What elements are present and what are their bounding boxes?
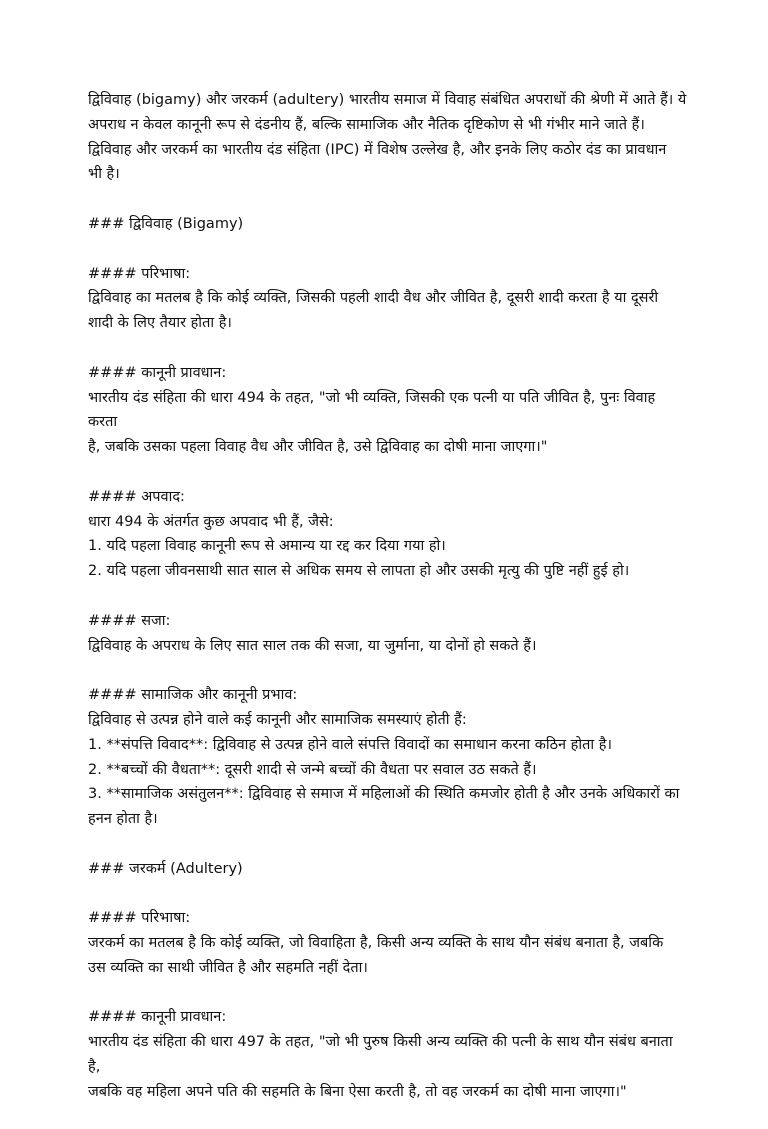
text-line: उस व्यक्ति का साथी जीवित है और सहमति नहीं देता।: [88, 959, 368, 976]
subheading-text: #### परिभाषा:: [88, 265, 191, 282]
bigamy-punishment: [88, 609, 688, 659]
text-line: हनन होता है।: [88, 811, 158, 828]
text-line: अपराध न केवल कानूनी रूप से दंडनीय हैं, बल्कि सामाजिक और नैतिक दृष्टिकोण से भी गंभीर माने जाते हैं।: [88, 116, 645, 133]
text-line: भारतीय दंड संहिता की धारा 494 के तहत, "जो भी व्यक्ति, जिसकी एक पत्नी या पति जीवित है, पुनः विवाह करता: [88, 389, 660, 431]
text-line: जबकि वह महिला अपने पति की सहमति के बिना ऐसा करती है, तो वह जरकर्म का दोषी माना जाएगा।": [88, 1083, 627, 1100]
text-line: द्विविवाह से उत्पन्न होने वाले कई कानूनी और सामाजिक समस्याएं होती हैं:: [88, 711, 467, 728]
subheading-text: #### सजा:: [88, 612, 171, 629]
list-item: 2. यदि पहला जीवनसाथी सात साल से अधिक समय से लापता हो और उसकी मृत्यु की पुष्टि नहीं हुई हो।: [88, 563, 630, 580]
bigamy-impact: [88, 683, 688, 832]
list-item: 2. **बच्चों की वैधता**: दूसरी शादी से जन्मे बच्चों की वैधता पर सवाल उठ सकते हैं।: [88, 761, 537, 778]
subheading-text: #### कानूनी प्रावधान:: [88, 364, 227, 381]
heading-text: ### द्विविवाह (Bigamy): [88, 215, 244, 232]
list-item: 1. यदि पहला विवाह कानूनी रूप से अमान्य या रद्द कर दिया गया हो।: [88, 538, 446, 555]
text-line: भी है।: [88, 166, 120, 183]
text-line: द्विविवाह और जरकर्म का भारतीय दंड संहिता (IPC) में विशेष उल्लेख है, और इनके लिए कठोर दंड का प्रावधान: [88, 141, 667, 158]
section-heading-adultery: [88, 857, 688, 882]
text-line: द्विविवाह (bigamy) और जरकर्म (adultery) भारतीय समाज में विवाह संबंधित अपराधों की श्रेणी में आते हैं। ये: [88, 92, 687, 108]
text-line: जरकर्म का मतलब है कि कोई व्यक्ति, जो विवाहिता है, किसी अन्य व्यक्ति के साथ यौन संबंध बनाता है, जबकि: [88, 935, 664, 952]
subheading-text: #### कानूनी प्रावधान:: [88, 1009, 227, 1026]
text-line: भारतीय दंड संहिता की धारा 497 के तहत, "जो भी पुरुष किसी अन्य व्यक्ति की पत्नी के साथ यौन संबंध बनाता है,: [88, 1034, 678, 1076]
heading-text: ### जरकर्म (Adultery): [88, 860, 243, 877]
list-item: 1. **संपत्ति विवाद**: द्विविवाह से उत्पन्न होने वाले संपत्ति विवादों का समाधान करना कठिन होता है।: [88, 736, 612, 753]
intro-paragraph: [88, 88, 688, 187]
bigamy-legal-provision: [88, 361, 688, 460]
text-line: द्विविवाह का मतलब है कि कोई व्यक्ति, जिसकी पहली शादी वैध और जीवित है, दूसरी शादी करता है या दूसरी: [88, 290, 659, 307]
text-line: है, जबकि उसका पहला विवाह वैध और जीवित है, उसे द्विविवाह का दोषी माना जाएगा।": [88, 439, 548, 456]
text-line: धारा 494 के अंतर्गत कुछ अपवाद भी हैं, जैसे:: [88, 513, 334, 530]
subheading-text: #### अपवाद:: [88, 488, 185, 505]
bigamy-definition: [88, 262, 688, 336]
adultery-legal-provision: [88, 1005, 688, 1104]
text-line: शादी के लिए तैयार होता है।: [88, 315, 232, 332]
subheading-text: #### परिभाषा:: [88, 910, 191, 927]
bigamy-exceptions: [88, 485, 688, 584]
adultery-definition: [88, 906, 688, 980]
document-page: [88, 88, 688, 1129]
text-line: द्विविवाह के अपराध के लिए सात साल तक की सजा, या जुर्माना, या दोनों हो सकते हैं।: [88, 637, 537, 654]
list-item: 3. **सामाजिक असंतुलन**: द्विविवाह से समाज में महिलाओं की स्थिति कमजोर होती है और उनके अधिकारों का: [88, 786, 680, 803]
section-heading-bigamy: [88, 212, 688, 237]
subheading-text: #### सामाजिक और कानूनी प्रभाव:: [88, 687, 298, 704]
